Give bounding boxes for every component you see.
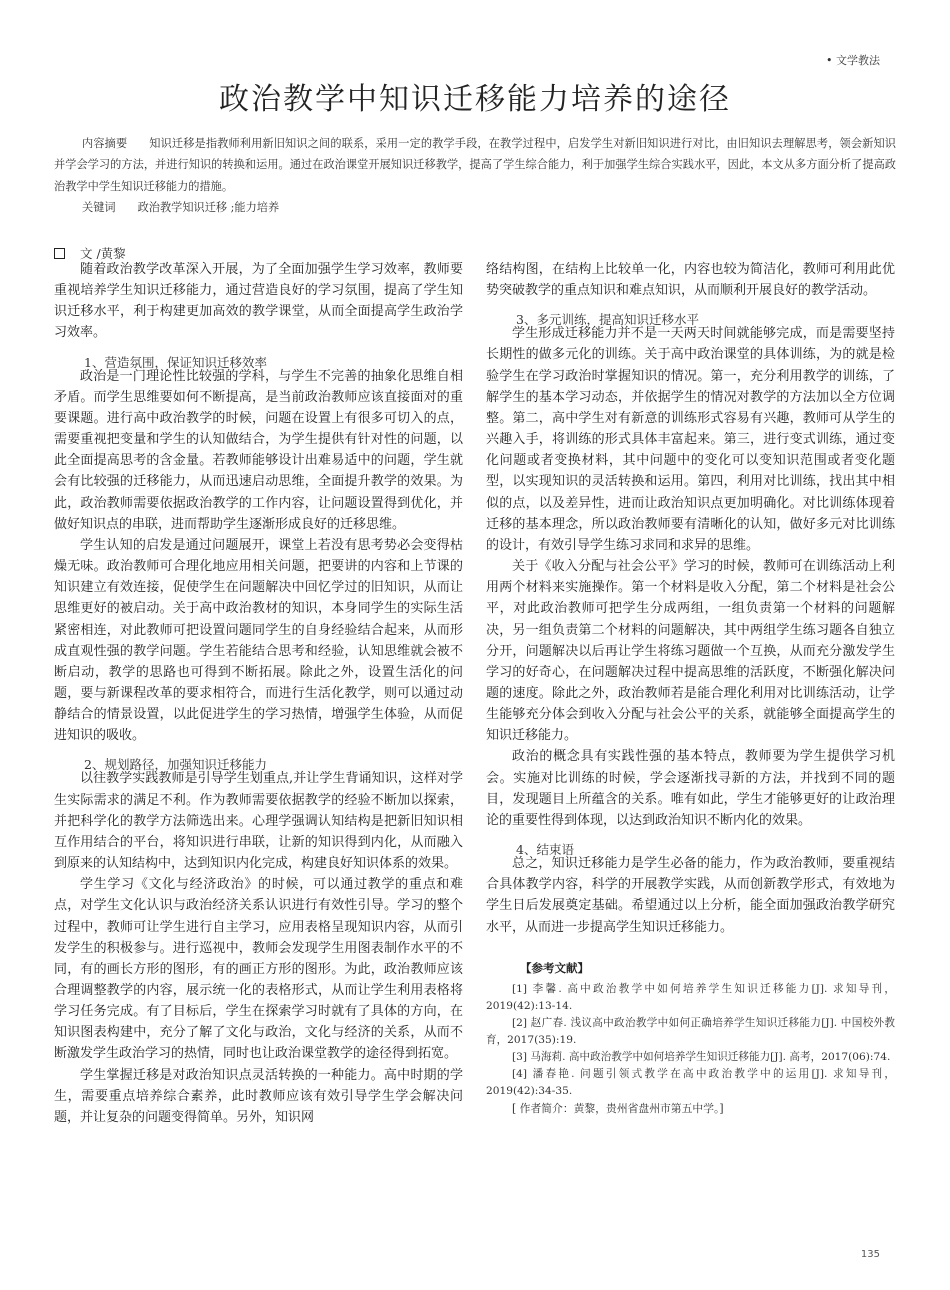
body-paragraph: 学生掌握迁移是对政治知识点灵活转换的一种能力。高中时期的学生，需要重点培养综合素养，此时教师应该有效引导学生学会解决问题，并让复杂的问题变得简单。另外，知识网	[54, 1067, 463, 1125]
body-paragraph: 络结构图，在结构上比较单一化，内容也较为简洁化，教师可利用此优势突破教学的重点知识和难点知识，从而顺利开展良好的教学活动。	[486, 262, 895, 299]
body-paragraph: 政治的概念具有实践性强的基本特点，教师要为学生提供学习机会。实施对比训练的时候，学会逐渐找寻新的方法，并找到不同的题目，发现题目上所蕴含的关系。唯有如此，学生才能够更好的让政治理论的重要性得到体现，以达到政治知识不断内化的效果。	[486, 749, 895, 828]
body-paragraph: 学生形成迁移能力并不是一天两天时间就能够完成，而是需要坚持长期性的做多元化的训练。关于高中政治课堂的具体训练，为的就是检验学生在学习政治时掌握知识的情况。第一，充分利用教学的训练，了解学生的基本学习动态，并依据学生的情况对教学的方法加以全方位调整。第二，高中学生对有新意的训练形式容易有兴趣，教师可从学生的兴趣入手，将训练的形式具体丰富起来。第三，进行变式训练，通过变化问题或者变换材料，其中问题中的变化可以变知识范围或者变化题型，以实现知识的灵活转换和运用。第四，利用对比训练，找出其中相似的点，以及差异性，进而让政治知识点更加明确化。对比训练体现着迁移的基本理念，所以政治教师要有清晰化的认知，做好多元对比训练的设计，有效引导学生练习求同和求异的思维。	[486, 326, 895, 553]
abstract-block	[54, 133, 896, 218]
left-column: 文 /黄黎 随着政治教学改革深入开展，为了全面加强学生学习效率，教师要重视培养学生知识迁移能力，通过营造良好的学习氛围，提高了学生知识迁移水平，利于构建更加高效的教学课堂，从而全面提高学生政治学习效率。 1、营造氛围，保证知识迁移效率 政治是一门理论性比较强的学科，与学生不完善的抽象化思维自相矛盾。而学生思维要如何不断提高，是当前政治教师应该直接面对的重要课题。进行高中政治教学的时候，问题在设置上有很多可切入的点，需要重视把变量和学生的认知做结合，为学生提供有针对性的问题，以此全面提高思考的含金量。若教师能够设计出难易适中的问题，学生就会有比较强的迁移能力，从而迅速启动思维，全面提升教学的效果。为此，政治教师需要依据政治教学的工作内容，让问题设置得到优化，并做好知识点的串联，进而帮助学生逐渐形成良好的迁移思维。 学生认知的启发是通过问题展开，课堂上若没有思考势必会变得枯燥无味。政治教师可合理化地应用相关问题，把要讲的内容和上节课的知识建立有效连接，促使学生在问题解决中回忆学过的旧知识，从而让思维更好的被启动。关于高中政治教材的知识，本身同学生的实际生活紧密相连，对此教师可把设置问题同学生的自身经验结合起来，从而形成直观性强的教学问题。学生若能结合思考和经验，认知思维就会被不断启动，教学的思路也可得到不断拓展。除此之外，设置生活化的问题，要与新课程改革的要求相符合，而进行生活化教学，则可以通过动静结合的情景设置，以此促进学生的学习热情，增强学生体验，从而促进知识的吸收。 2、规划路径，加强知识迁移能力 以往教学实践教师是引导学生划重点,并让学生背诵知识，这样对学生实际需求的满足不利。作为教师需要依据教学的经验不断加以探索，并把科学化的教学方法筛选出来。心理学强调认知结构是把新旧知识相互作用结合的平台，将知识进行串联，让新的知识得到内化，从而融入到原来的认知结构中，达到知识内化完成，构建良好知识体系的效果。 学生学习《文化与经济政治》的时候，可以通过教学的重点和难点，对学生文化认识与政治经济关系认识进行有效性引导。学习的整个过程中，教师可让学生进行自主学习，应用表格呈现知识内容，从而引发学生的积极参与。进行巡视中，教师会发现学生用图表制作水平的不同，有的画长方形的图形，有的画正方形的图形。为此，政治教师应该合理调整教学的内容，展示统一化的表格形式，从而让学生利用表格将学习任务完成。有了目标后，学生在探索学习时就有了具体的方向，在知识图表构建中，充分了解了文化与政治，文化与经济的关系，从而不断激发学生政治学习的热情，同时也让政治课堂教学的途径得到拓宽。 学生掌握迁移是对政治知识点灵活转换的一种能力。高中时期的学生，需要重点培养综合素养，此时教师应该有效引导学生学会解决问题，并让复杂的问题变得简单。另外，知识网	[54, 259, 463, 1128]
article-title: 政治教学中知识迁移能力培养的途径	[219, 82, 731, 117]
body-paragraph: 关于《收入分配与社会公平》学习的时候，教师可在训练活动上利用两个材料来实施操作。第一个材料是收入分配，第二个材料是社会公平，对此政治教师可把学生分成两组，一组负责第一个材料的问题解决，另一组负责第二个材料的问题解决，其中两组学生练习题各自独立分开，问题解决以后再让学生将练习题做一个互换，从而充分激发学生学习的好奇心，在问题解决过程中提高思维的活跃度，不断强化解决问题的速度。除此之外，政治教师若是能合理化利用对比训练活动，让学生能够充分体会到收入分配与社会公平的关系，就能够全面提高学生的知识迁移能力。	[486, 559, 895, 744]
body-paragraph: 学生认知的启发是通过问题展开，课堂上若没有思考势必会变得枯燥无味。政治教师可合理化地应用相关问题，把要讲的内容和上节课的知识建立有效连接，促使学生在问题解决中回忆学过的旧知识，从而让思维更好的被启动。关于高中政治教材的知识，本身同学生的实际生活紧密相连，对此教师可把设置问题同学生的自身经验结合起来，从而形成直观性强的教学问题。学生若能结合思考和经验，认知思维就会被不断启动，教学的思路也可得到不断拓展。除此之外，设置生活化的问题，要与新课程改革的要求相符合，而进行生活化教学，则可以通过动静结合的情景设置，以此促进学生的学习热情，增强学生体验，从而促进知识的吸收。	[54, 537, 463, 744]
abstract-label: 内容摘要	[82, 137, 128, 150]
author-bio: [ 作者简介：黄黎，贵州省盘州市第五中学。]	[512, 1101, 724, 1115]
keywords-text: 政治教学知识迁移 ;能力培养	[137, 200, 280, 214]
body-paragraph: 学生学习《文化与经济政治》的时候，可以通过教学的重点和难点，对学生文化认识与政治经济关系认识进行有效性引导。学习的整个过程中，教师可让学生进行自主学习，应用表格呈现知识内容，从而引发学生的积极参与。进行巡视中，教师会发现学生用图表制作水平的不同，有的画长方形的图形，有的画正方形的图形。为此，政治教师应该合理调整教学的内容，展示统一化的表格形式，从而让学生利用表格将学习任务完成。有了目标后，学生在探索学习时就有了具体的方向，在知识图表构建中，充分了解了文化与政治，文化与经济的关系，从而不断激发学生政治学习的热情，同时也让政治课堂教学的途径得到拓宽。	[54, 877, 463, 1062]
keywords-label: 关键词	[82, 200, 116, 214]
reference-item: [2] 赵广春. 浅议高中政治教学中如何正确培养学生知识迁移能力[J]. 中国校外教育，2017(35):19.	[486, 1016, 895, 1046]
intro-paragraph: 随着政治教学改革深入开展，为了全面加强学生学习效率，教师要重视培养学生知识迁移能力，通过营造良好的学习氛围，提高了学生知识迁移水平，利于构建更加高效的教学课堂，从而全面提高学生政治学习效率。	[54, 262, 463, 341]
keywords-line	[54, 197, 896, 218]
page-number: 135	[860, 1249, 880, 1260]
square-bullet-icon	[54, 248, 65, 259]
reference-item: [1] 李馨. 高中政治教学中如何培养学生知识迁移能力[J]. 求知导刊，2019(42):13-14.	[486, 982, 895, 1012]
author-name: 文 /黄黎	[80, 246, 126, 261]
references-title: 【参考文献】	[520, 960, 589, 975]
reference-item: [3] 马海莉. 高中政治教学中如何培养学生知识迁移能力[J]. 高考，2017(06):74.	[512, 1050, 891, 1063]
right-column: 络结构图，在结构上比较单一化，内容也较为简洁化，教师可利用此优势突破教学的重点知识和难点知识，从而顺利开展良好的教学活动。 3、多元训练，提高知识迁移水平 学生形成迁移能力并不是一天两天时间就能够完成，而是需要坚持长期性的做多元化的训练。关于高中政治课堂的具体训练，为的就是检验学生在学习政治时掌握知识的情况。第一，充分利用教学的训练，了解学生的基本学习动态，并依据学生的情况对教学的方法加以全方位调整。第二，高中学生对有新意的训练形式容易有兴趣，教师可从学生的兴趣入手，将训练的形式具体丰富起来。第三，进行变式训练，通过变化问题或者变换材料，其中问题中的变化可以变知识范围或者变化题型，以实现知识的灵活转换和运用。第四，利用对比训练，找出其中相似的点，以及差异性，进而让政治知识点更加明确化。对比训练体现着迁移的基本理念，所以政治教师要有清晰化的认知，做好多元对比训练的设计，有效引导学生练习求同和求异的思维。 关于《收入分配与社会公平》学习的时候，教师可在训练活动上利用两个材料来实施操作。第一个材料是收入分配，第二个材料是社会公平，对此政治教师可把学生分成两组，一组负责第一个材料的问题解决，另一组负责第二个材料的问题解决，其中两组学生练习题各自独立分开，问题解决以后再让学生将练习题做一个互换，从而充分激发学生学习的好奇心，在问题解决过程中提高思维的活跃度，不断强化解决问题的速度。除此之外，政治教师若是能合理化利用对比训练活动，让学生能够充分体会到收入分配与社会公平的关系，就能够全面提高学生的知识迁移能力。 政治的概念具有实践性强的基本特点，教师要为学生提供学习机会。实施对比训练的时候，学会逐渐找寻新的方法，并找到不同的题目，发现题目上所蕴含的关系。唯有如此，学生才能够更好的让政治理论的重要性得到体现，以达到政治知识不断内化的效果。 4、结束语 总之，知识迁移能力是学生必备的能力，作为政治教师，要重视结合具体教学内容，科学的开展教学实践，从而创新教学形式，有效地为学生日后发展奠定基础。希望通过以上分析，能全面加强政治教学研究水平，从而进一步提高学生知识迁移能力。 【参考文献】 [1] 李馨. 高中政治教学中如何培养学生知识迁移能力[J]. 求知导刊，2019(42):13-14. [2] 赵广春. 浅议高中政治教学中如何正确培养学生知识迁移能力[J]. 中国校外教育，2017(35):19. [3] 马海莉. 高中政治教学中如何培养学生知识迁移能力[J]. 高考，2017(06):74. [4] 潘春艳. 问题引领式教学在高中政治教学中的运用[J]. 求知导刊，2019(42):34-35. [ 作者简介：黄黎，贵州省盘州市第五中学。]	[486, 259, 895, 1118]
section-tag: • 文学教法	[826, 54, 880, 67]
reference-item: [4] 潘春艳. 问题引领式教学在高中政治教学中的运用[J]. 求知导刊，2019(42):34-35.	[486, 1067, 895, 1097]
body-paragraph: 以往教学实践教师是引导学生划重点,并让学生背诵知识，这样对学生实际需求的满足不利。作为教师需要依据教学的经验不断加以探索，并把科学化的教学方法筛选出来。心理学强调认知结构是把新旧知识相互作用结合的平台，将知识进行串联，让新的知识得到内化，从而融入到原来的认知结构中，达到知识内化完成，构建良好知识体系的效果。	[54, 771, 463, 872]
body-paragraph: 总之，知识迁移能力是学生必备的能力，作为政治教师，要重视结合具体教学内容，科学的开展教学实践，从而创新教学形式，有效地为学生日后发展奠定基础。希望通过以上分析，能全面加强政治教学研究水平，从而进一步提高学生知识迁移能力。	[486, 856, 895, 935]
body-paragraph: 政治是一门理论性比较强的学科，与学生不完善的抽象化思维自相矛盾。而学生思维要如何不断提高，是当前政治教师应该直接面对的重要课题。进行高中政治教学的时候，问题在设置上有很多可切入的点，需要重视把变量和学生的认知做结合，为学生提供有针对性的问题，以此全面提高思考的含金量。若教师能够设计出难易适中的问题，学生就会有比较强的迁移能力，从而迅速启动思维，全面提升教学的效果。为此，政治教师需要依据政治教学的工作内容，让问题设置得到优化，并做好知识点的串联，进而帮助学生逐渐形成良好的迁移思维。	[54, 368, 463, 532]
abstract-text: 知识迁移是指教师利用新旧知识之间的联系，采用一定的教学手段，在教学过程中，启发学生对新旧知识进行对比，由旧知识去理解思考，领会新知识并学会学习的方法，并进行知识的转换和运用。通过在政治课堂开展知识迁移教学，提高了学生综合能力，利于加强学生综合实践水平，因此，本文从多方面分析了提高政治教学中学生知识迁移能力的措施。	[54, 137, 896, 193]
